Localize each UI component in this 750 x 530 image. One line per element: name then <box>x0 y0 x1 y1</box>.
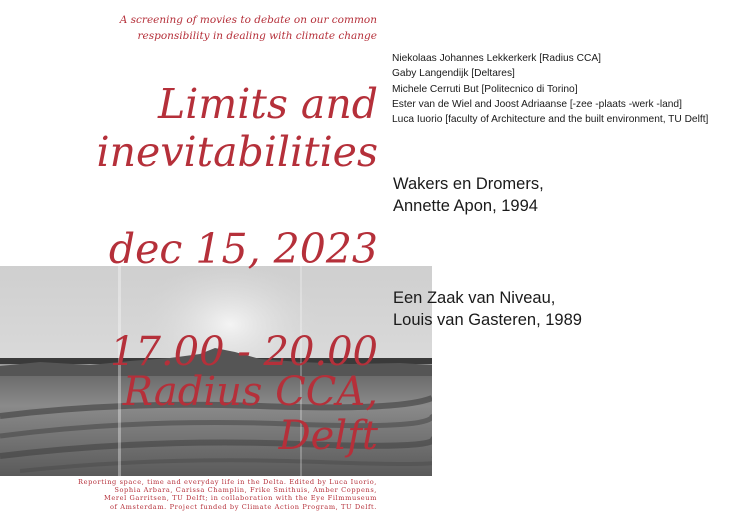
speaker-item: Luca Iuorio [faculty of Architecture and the built environment, TU Delft] <box>392 114 709 126</box>
speaker-item: Niekolaas Johannes Lekkerkerk [Radius CCA] <box>392 53 601 64</box>
tagline-line: A screening of movies to debate on our common <box>119 14 377 26</box>
film-wakers-en-dromers <box>393 173 544 217</box>
speaker-item: Ester van de Wiel and Joost Adriaanse [-zee -plaats -werk -land] <box>392 98 682 110</box>
speaker-list <box>392 51 708 127</box>
film-director: Louis van Gasteren, 1989 <box>393 311 582 329</box>
film-een-zaak-van-niveau <box>393 287 582 331</box>
credits-line: Reporting space, time and everyday life in the Delta. Edited by Luca Iuorio, <box>78 478 377 486</box>
event-date: dec 15, 2023 <box>108 225 378 273</box>
credits-line: of Amsterdam. Project funded by Climate Action Program, TU Delft. <box>109 502 377 511</box>
credits-line: Sophia Arbara, Carissa Champlin, Frike Smithuis, Amber Coppens, <box>114 486 377 495</box>
event-venue <box>123 370 378 458</box>
tagline <box>77 12 377 44</box>
venue-line: Radius CCA, <box>122 369 378 415</box>
speaker-item: Michele Cerruti But [Politecnico di Torino] <box>392 83 578 95</box>
credits <box>47 478 377 511</box>
credits-line: Merel Garritsen, TU Delft; in collaboration with the Eye Filmmuseum <box>104 494 377 503</box>
film-director: Annette Apon, 1994 <box>393 197 538 215</box>
event-title <box>97 80 378 176</box>
film-title: Wakers en Dromers, <box>393 175 544 193</box>
tagline-line: responsibility in dealing with climate change <box>137 30 377 42</box>
film-title: Een Zaak van Niveau, <box>393 289 556 307</box>
title-line: inevitabilities <box>96 128 378 176</box>
title-line: Limits and <box>158 80 378 128</box>
speaker-item: Gaby Langendijk [Deltares] <box>392 68 515 80</box>
venue-line: Delft <box>278 413 378 459</box>
event-time: 17.00 - 20.00 <box>110 329 378 375</box>
